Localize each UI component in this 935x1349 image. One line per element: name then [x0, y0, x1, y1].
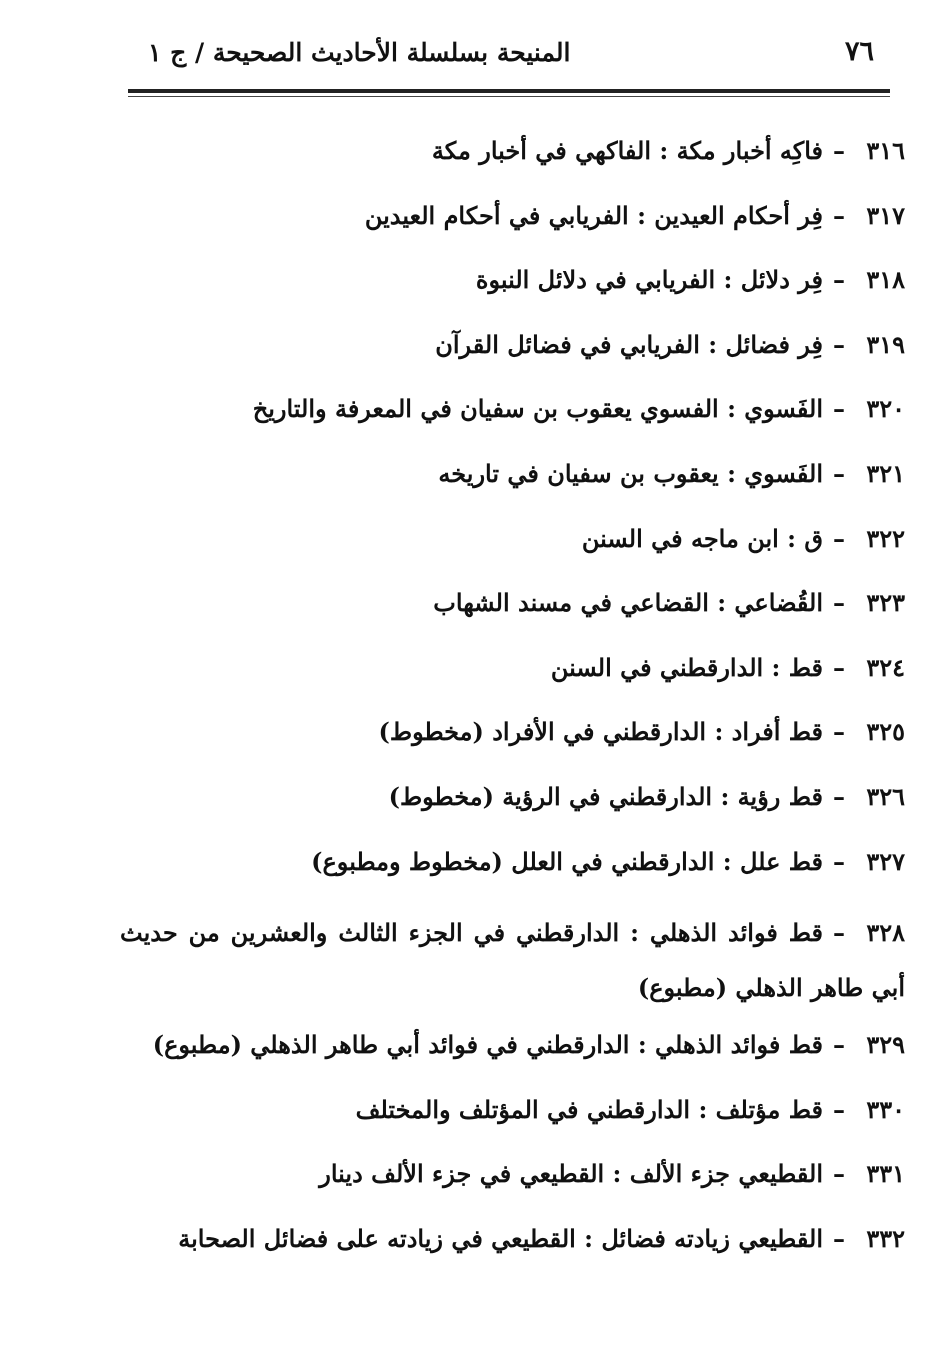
entry-text: قط مؤتلف : الدارقطني في المؤتلف والمختلف: [355, 1094, 823, 1124]
list-item: ٣١٨–فِر دلائل : الفريابي في دلائل النبوة: [120, 259, 905, 300]
list-item: ٣٢٧–قط علل : الدارقطني في العلل (مخطوط ومطبوع): [120, 841, 905, 882]
list-item: ٣٢٦–قط رؤية : الدارقطني في الرؤية (مخطوط): [120, 776, 905, 817]
book-title: المنيحة بسلسلة الأحاديث الصحيحة / ج ١: [148, 38, 571, 67]
entry-number: ٣٢٢: [866, 523, 905, 553]
entry-number: ٣١٧: [866, 200, 905, 230]
entry-text: فِر فضائل : الفريابي في فضائل القرآن: [435, 329, 823, 359]
entry-text: قط علل : الدارقطني في العلل (مخطوط ومطبوع): [311, 846, 823, 876]
entry-text: قط فوائد الذهلي : الدارقطني في فوائد أبي طاهر الذهلي (مطبوع): [152, 1030, 823, 1060]
list-item: ٣٣٠–قط مؤتلف : الدارقطني في المؤتلف والمختلف: [120, 1089, 905, 1130]
list-item: ٣٢٥–قط أفراد : الدارقطني في الأفراد (مخطوط): [120, 711, 905, 752]
list-item: ٣٣٢–القطيعي زيادته فضائل : القطيعي في زيادته على فضائل الصحابة: [120, 1218, 905, 1259]
entry-number: ٣٢٦: [866, 781, 905, 811]
entry-number: ٣٢٣: [866, 588, 905, 618]
entry-text: قط أفراد : الدارقطني في الأفراد (مخطوط): [378, 717, 823, 747]
entry-number: ٣٢٤: [866, 652, 905, 682]
entry-number: ٣٢٥: [866, 717, 905, 747]
entry-text: فاكِه أخبار مكة : الفاكهي في أخبار مكة: [431, 136, 823, 165]
list-item: ٣٣١–القطيعي جزء الألف : القطيعي في جزء الألف دينار: [120, 1153, 905, 1194]
entry-text: قط رؤية : الدارقطني في الرؤية (مخطوط): [388, 781, 823, 811]
entry-number: ٣١٩: [866, 329, 905, 359]
entry-text: الفَسوي : يعقوب بن سفيان في تاريخه: [438, 458, 823, 488]
entry-number: ٣١٨: [866, 265, 905, 295]
list-item: ٣٢٤–قط : الدارقطني في السنن: [120, 647, 905, 688]
entry-number: ٣٢٧: [866, 846, 905, 876]
entry-text: القُضاعي : القضاعي في مسند الشهاب: [433, 588, 823, 618]
entry-text: الفَسوي : الفسوي يعقوب بن سفيان في المعرفة والتاريخ: [252, 394, 823, 424]
entry-number: ٣٢٨: [866, 918, 905, 948]
header-rule-thick: [128, 89, 890, 93]
running-header: [128, 30, 888, 74]
entry-text: قط : الدارقطني في السنن: [550, 652, 823, 682]
list-item: ٣٢٠–الفَسوي : الفسوي يعقوب بن سفيان في المعرفة والتاريخ: [120, 388, 905, 429]
entry-text: ق : ابن ماجه في السنن: [581, 523, 823, 553]
entry-text: القطيعي زيادته فضائل : القطيعي في زيادته على فضائل الصحابة: [178, 1223, 823, 1253]
list-item: ٣٢٨–قط فوائد الذهلي : الدارقطني في الجزء الثالث والعشرين من حديث أبي طاهر الذهلي (مطبوع): [120, 905, 905, 1015]
entry-number: ٣٣٢: [866, 1223, 905, 1253]
list-item: ٣٢٣–القُضاعي : القضاعي في مسند الشهاب: [120, 582, 905, 623]
entry-number: ٣٢٩: [866, 1030, 905, 1060]
entry-text: قط فوائد الذهلي : الدارقطني في الجزء الثالث والعشرين من حديث أبي طاهر الذهلي (مطبوع): [120, 918, 905, 1003]
list-item: ٣١٩–فِر فضائل : الفريابي في فضائل القرآن: [120, 324, 905, 365]
entry-text: فِر دلائل : الفريابي في دلائل النبوة: [475, 265, 823, 295]
abbreviation-list: [120, 130, 905, 1283]
entry-number: ٣٣١: [866, 1159, 905, 1189]
entry-number: ٣٢٠: [866, 394, 905, 424]
entry-text: فِر أحكام العيدين : الفريابي في أحكام العيدين: [364, 200, 823, 230]
entry-number: ٣١٦: [866, 136, 905, 165]
page-number: ٧٦: [844, 36, 874, 67]
entry-number: ٣٢١: [866, 458, 905, 488]
entry-number: ٣٣٠: [866, 1094, 905, 1124]
entry-text: القطيعي جزء الألف : القطيعي في جزء الألف دينار: [319, 1159, 823, 1189]
list-item: ٣٢٩–قط فوائد الذهلي : الدارقطني في فوائد أبي طاهر الذهلي (مطبوع): [120, 1024, 905, 1065]
header-rule-thin: [128, 96, 890, 97]
list-item: ٣٢١–الفَسوي : يعقوب بن سفيان في تاريخه: [120, 453, 905, 494]
list-item: ٣١٦–فاكِه أخبار مكة : الفاكهي في أخبار مكة: [120, 130, 905, 171]
list-item: ٣١٧–فِر أحكام العيدين : الفريابي في أحكام العيدين: [120, 195, 905, 236]
list-item: ٣٢٢–ق : ابن ماجه في السنن: [120, 518, 905, 559]
